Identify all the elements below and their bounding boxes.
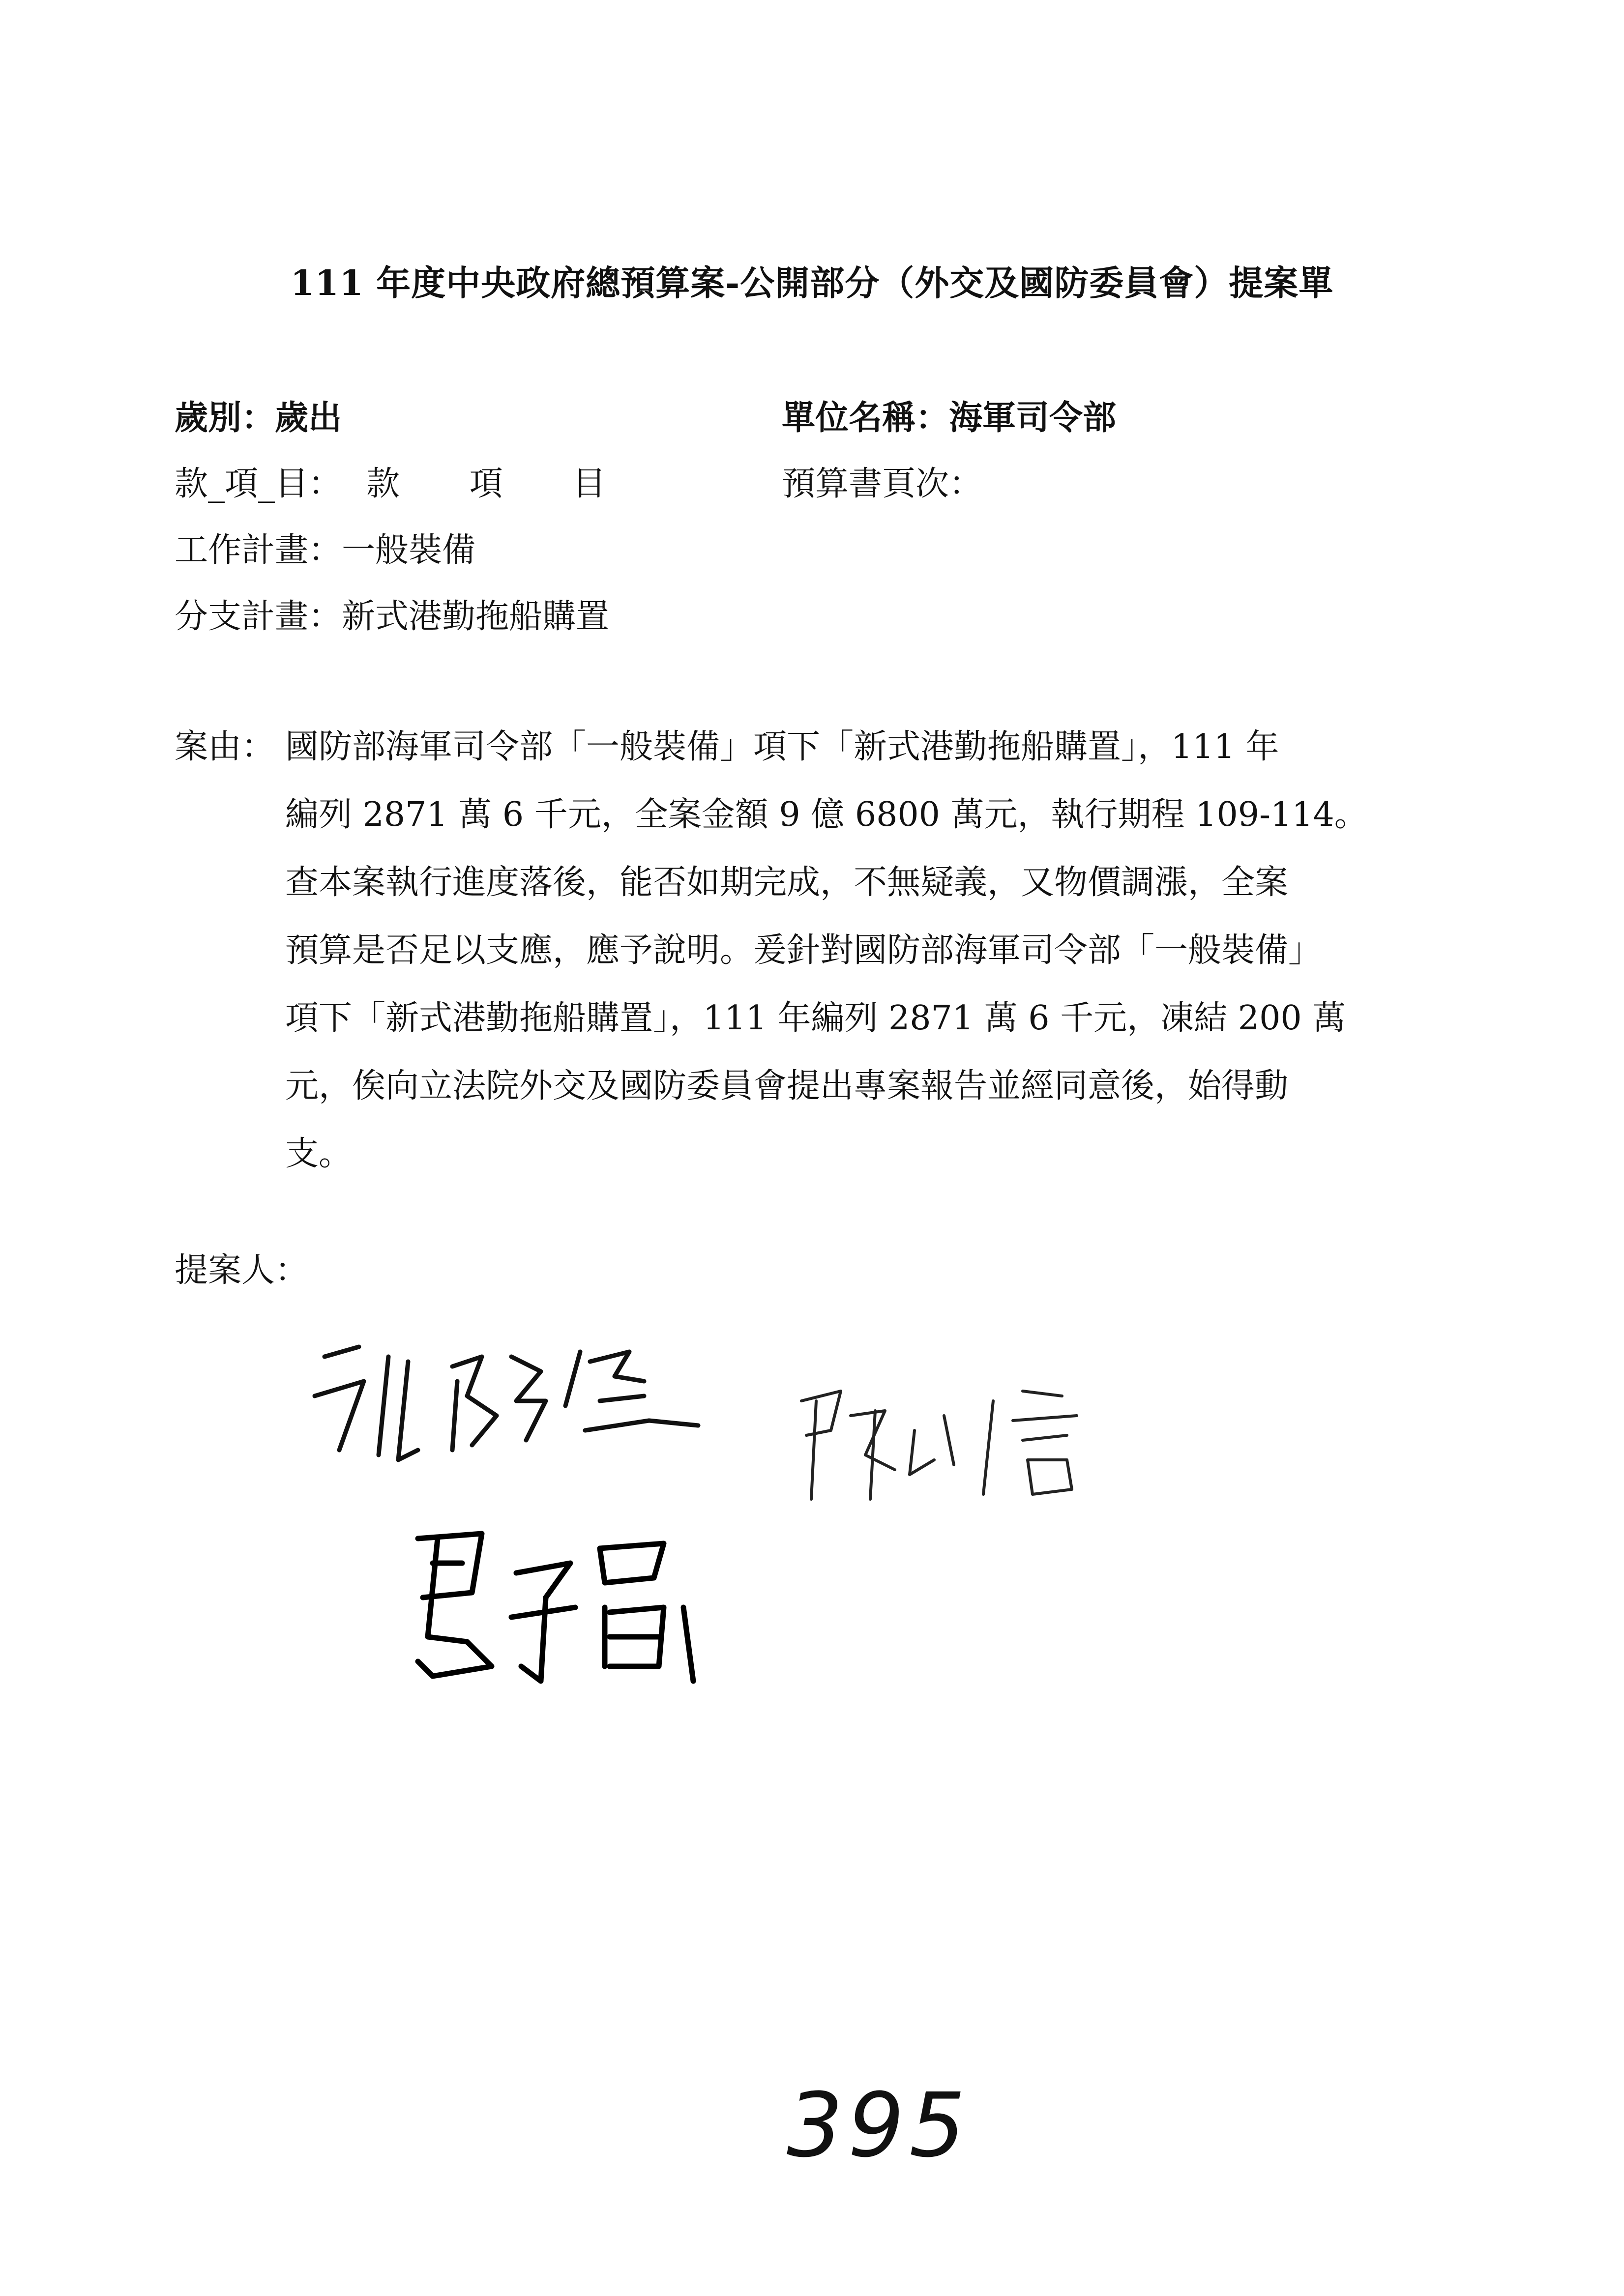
proposer-label: 提案人：: [175, 1251, 309, 1290]
case-line: 支。: [285, 1134, 353, 1173]
document-title: 111 年度中央政府總預算案-公開部分（外交及國防委員會）提案單: [290, 262, 1334, 303]
page-number: 395: [787, 2074, 971, 2177]
category-field: 歲別：歲出: [175, 398, 342, 437]
case-line: 預算是否足以支應，應予說明。爰針對國防部海軍司令部「一般裝備」: [285, 931, 1322, 970]
unit-field: 單位名稱：海軍司令部: [782, 398, 1117, 437]
sub-plan-field: 分支計畫：新式港勤拖船購置: [175, 597, 610, 636]
item-field: [175, 465, 635, 504]
case-line: 編列 2871 萬 6 千元，全案金額 9 億 6800 萬元，執行期程 109-114。: [285, 795, 1368, 834]
signature-1: [305, 1327, 747, 1489]
budget-page-field: 預算書頁次：: [782, 465, 983, 503]
item-label: 款_項_目：: [175, 465, 342, 503]
case-line: 項下「新式港勤拖船購置」，111 年編列 2871 萬 6 千元，凍結 200 萬: [285, 999, 1346, 1038]
item-value: 款 項 目: [366, 465, 636, 503]
work-plan-field: 工作計畫：一般裝備: [175, 531, 476, 570]
case-line: 元，俟向立法院外交及國防委員會提出專案報告並經同意後，始得動: [285, 1067, 1289, 1105]
case-line: 查本案執行進度落後，能否如期完成，不無疑義，又物價調漲，全案: [285, 863, 1289, 902]
signature-3: [388, 1519, 762, 1706]
case-label: 案由：: [175, 727, 275, 766]
case-line: 國防部海軍司令部「一般裝備」項下「新式港勤拖船購置」，111 年: [285, 727, 1279, 766]
signature-2: [787, 1371, 1170, 1529]
case-body: [285, 727, 1436, 1202]
